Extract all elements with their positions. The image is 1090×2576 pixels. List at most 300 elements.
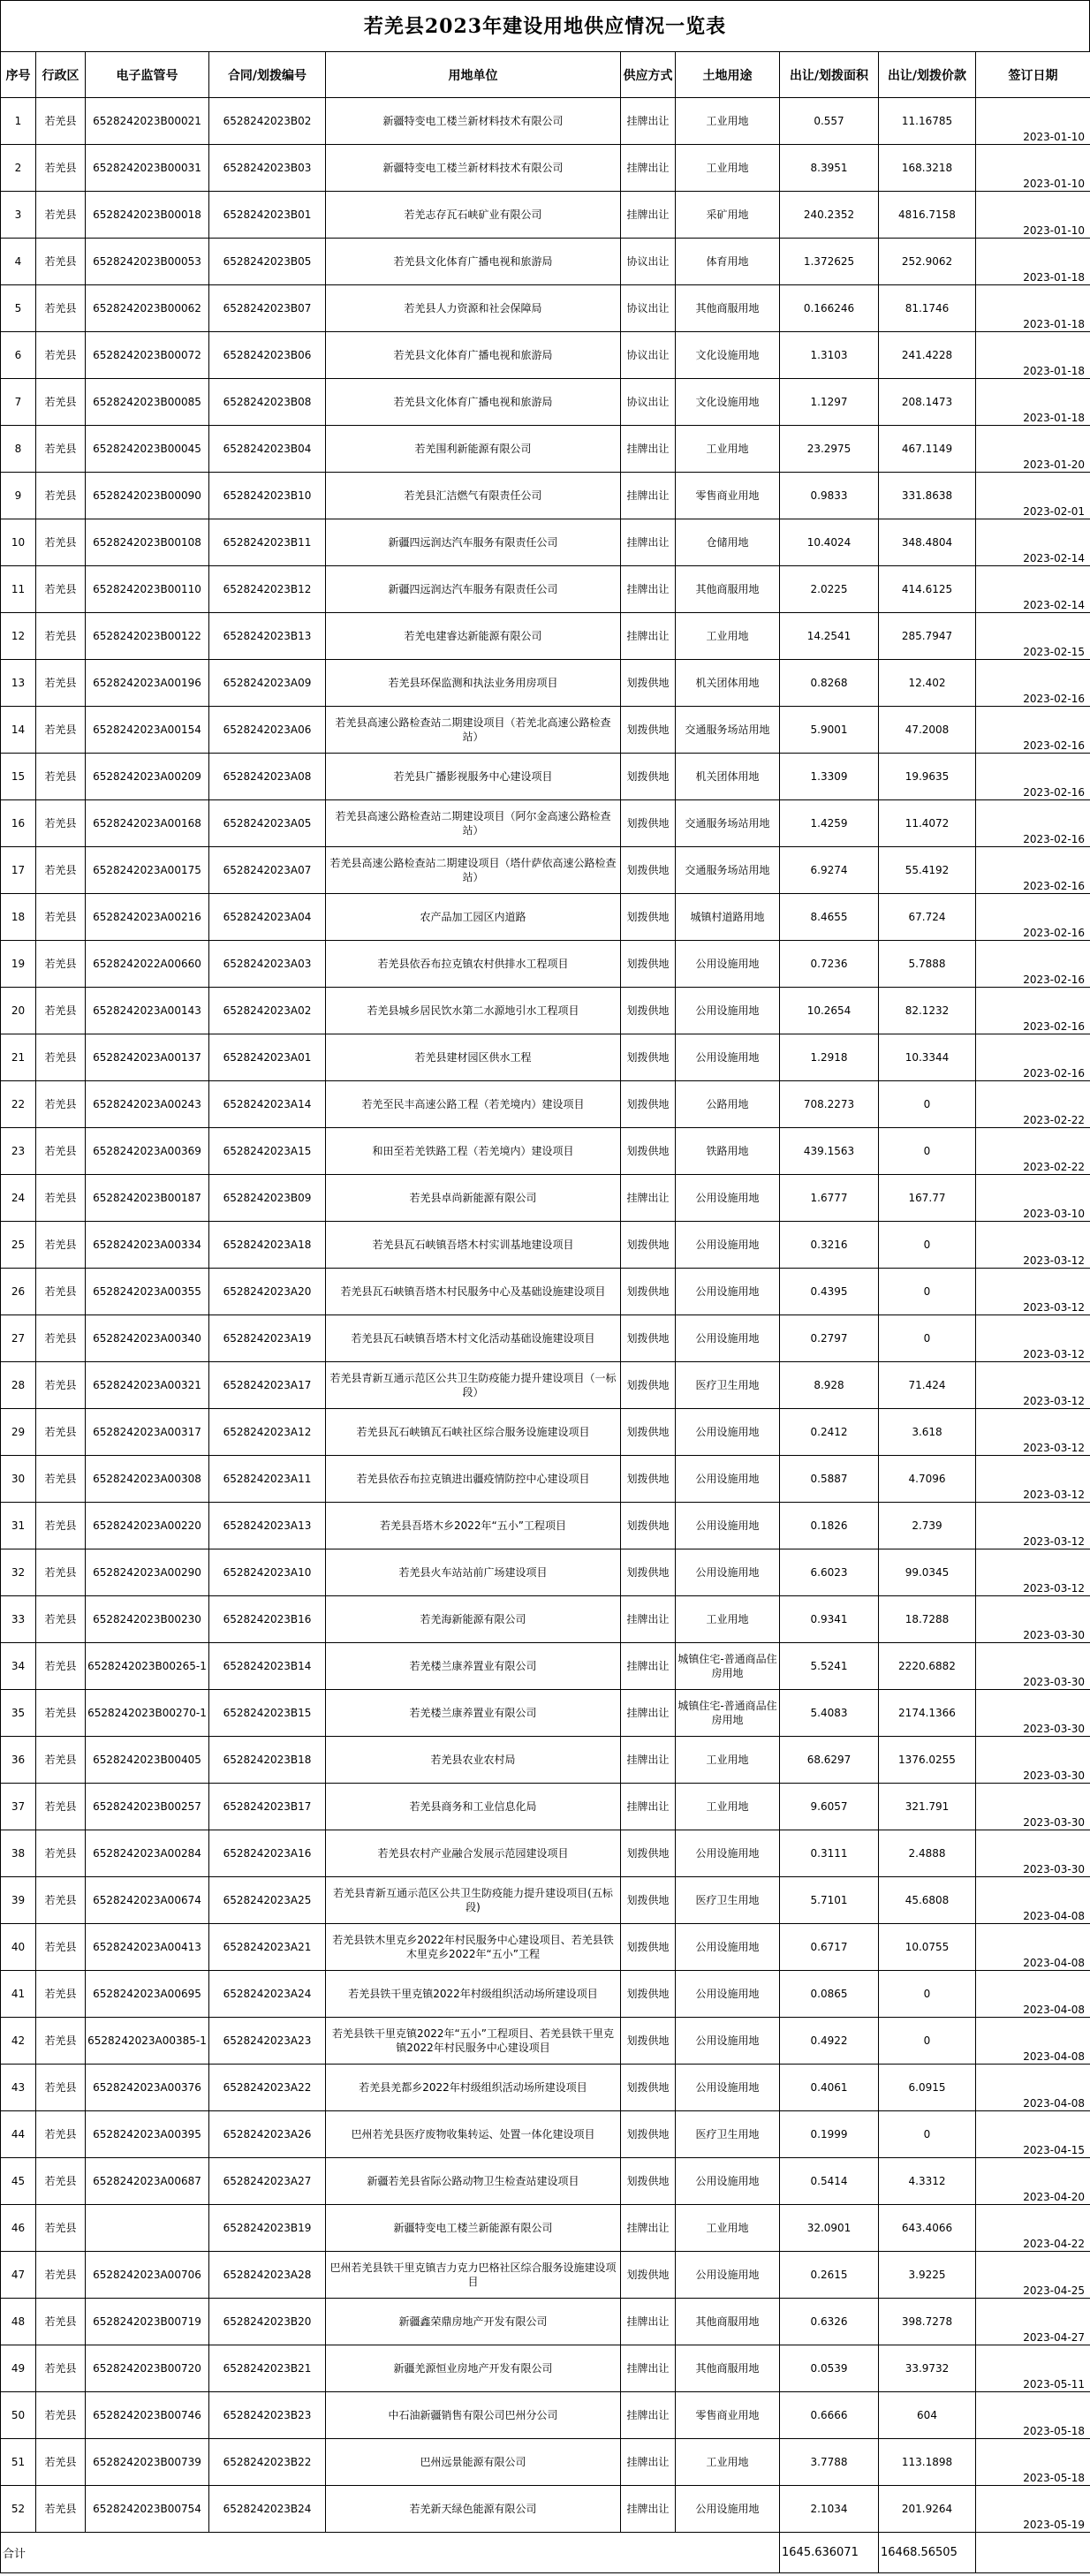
cell-supply-method: 划拨供地 xyxy=(621,2018,676,2065)
cell-price: 414.6125 xyxy=(879,566,976,613)
cell-price: 0 xyxy=(879,1128,976,1175)
cell-supervision-no: 6528242023B00072 xyxy=(86,332,209,379)
cell-sign-date: 2023-03-30 xyxy=(976,1643,1090,1690)
cell-index: 30 xyxy=(1,1456,36,1503)
table-row xyxy=(1,2111,1090,2158)
cell-land-use: 公用设施用地 xyxy=(676,1456,780,1503)
cell-land-user: 若羌县文化体育广播电视和旅游局 xyxy=(326,239,621,285)
cell-contract-no: 6528242023A13 xyxy=(209,1503,326,1549)
cell-contract-no: 6528242023A24 xyxy=(209,1971,326,2018)
cell-district: 若羌县 xyxy=(36,1596,86,1643)
cell-price: 71.424 xyxy=(879,1362,976,1409)
cell-price: 18.7288 xyxy=(879,1596,976,1643)
cell-contract-no: 6528242023A15 xyxy=(209,1128,326,1175)
cell-supply-method: 划拨供地 xyxy=(621,1269,676,1315)
cell-contract-no: 6528242023A17 xyxy=(209,1362,326,1409)
cell-district: 若羌县 xyxy=(36,1175,86,1222)
table-row xyxy=(1,1034,1090,1081)
cell-contract-no: 6528242023A18 xyxy=(209,1222,326,1269)
cell-area: 0.7236 xyxy=(780,941,879,988)
cell-district: 若羌县 xyxy=(36,754,86,800)
cell-land-user: 若羌县广播影视服务中心建设项目 xyxy=(326,754,621,800)
cell-contract-no: 6528242023B22 xyxy=(209,2439,326,2486)
cell-index: 7 xyxy=(1,379,36,426)
cell-price: 82.1232 xyxy=(879,988,976,1034)
cell-supply-method: 划拨供地 xyxy=(621,847,676,894)
cell-index: 2 xyxy=(1,145,36,192)
cell-area: 0.6666 xyxy=(780,2392,879,2439)
cell-land-use: 其他商服用地 xyxy=(676,2345,780,2392)
cell-area: 23.2975 xyxy=(780,426,879,473)
cell-sign-date: 2023-01-10 xyxy=(976,98,1090,145)
cell-area: 439.1563 xyxy=(780,1128,879,1175)
cell-sign-date: 2023-02-16 xyxy=(976,847,1090,894)
cell-index: 4 xyxy=(1,239,36,285)
cell-index: 19 xyxy=(1,941,36,988)
cell-supervision-no: 6528242023B00265-1 xyxy=(86,1643,209,1690)
cell-index: 49 xyxy=(1,2345,36,2392)
cell-supervision-no: 6528242023A00175 xyxy=(86,847,209,894)
total-row xyxy=(1,2533,1090,2573)
cell-area: 0.3111 xyxy=(780,1830,879,1877)
cell-supply-method: 划拨供地 xyxy=(621,1549,676,1596)
cell-district: 若羌县 xyxy=(36,2439,86,2486)
cell-supervision-no: 6528242023B00090 xyxy=(86,473,209,519)
cell-sign-date: 2023-04-08 xyxy=(976,1924,1090,1971)
cell-supervision-no: 6528242023A00385-1 xyxy=(86,2018,209,2065)
cell-land-use: 公用设施用地 xyxy=(676,1175,780,1222)
cell-index: 41 xyxy=(1,1971,36,2018)
cell-district: 若羌县 xyxy=(36,800,86,847)
cell-price: 113.1898 xyxy=(879,2439,976,2486)
cell-contract-no: 6528242023A09 xyxy=(209,660,326,707)
cell-supply-method: 划拨供地 xyxy=(621,1034,676,1081)
cell-price: 0 xyxy=(879,2018,976,2065)
cell-sign-date: 2023-03-30 xyxy=(976,1784,1090,1830)
cell-index: 47 xyxy=(1,2252,36,2299)
cell-contract-no: 6528242023B08 xyxy=(209,379,326,426)
cell-district: 若羌县 xyxy=(36,2205,86,2252)
cell-contract-no: 6528242023B11 xyxy=(209,519,326,566)
cell-land-use: 公用设施用地 xyxy=(676,941,780,988)
cell-index: 18 xyxy=(1,894,36,941)
cell-supervision-no: 6528242023B00720 xyxy=(86,2345,209,2392)
cell-contract-no: 6528242023A26 xyxy=(209,2111,326,2158)
cell-price: 201.9264 xyxy=(879,2486,976,2533)
cell-district: 若羌县 xyxy=(36,988,86,1034)
cell-contract-no: 6528242023A06 xyxy=(209,707,326,754)
cell-land-user: 若羌县高速公路检查站二期建设项目（塔什萨依高速公路检查站） xyxy=(326,847,621,894)
table-row xyxy=(1,847,1090,894)
cell-land-use: 城镇住宅-普通商品住房用地 xyxy=(676,1643,780,1690)
cell-area: 0.2797 xyxy=(780,1315,879,1362)
cell-supply-method: 划拨供地 xyxy=(621,941,676,988)
cell-land-use: 公用设施用地 xyxy=(676,1409,780,1456)
cell-price: 252.9062 xyxy=(879,239,976,285)
cell-supervision-no: 6528242023A00413 xyxy=(86,1924,209,1971)
cell-supervision-no: 6528242023B00230 xyxy=(86,1596,209,1643)
cell-sign-date: 2023-02-16 xyxy=(976,707,1090,754)
cell-price: 55.4192 xyxy=(879,847,976,894)
cell-district: 若羌县 xyxy=(36,566,86,613)
cell-land-use: 其他商服用地 xyxy=(676,2299,780,2345)
header-price: 出让/划拨价款 xyxy=(879,52,976,98)
cell-contract-no: 6528242023B04 xyxy=(209,426,326,473)
cell-contract-no: 6528242023B14 xyxy=(209,1643,326,1690)
cell-index: 17 xyxy=(1,847,36,894)
cell-land-user: 和田至若羌铁路工程（若羌境内）建设项目 xyxy=(326,1128,621,1175)
cell-district: 若羌县 xyxy=(36,1222,86,1269)
cell-contract-no: 6528242023A27 xyxy=(209,2158,326,2205)
header-land-use: 土地用途 xyxy=(676,52,780,98)
cell-land-use: 文化设施用地 xyxy=(676,379,780,426)
cell-district: 若羌县 xyxy=(36,2345,86,2392)
cell-supply-method: 挂牌出让 xyxy=(621,2439,676,2486)
cell-area: 9.6057 xyxy=(780,1784,879,1830)
cell-price: 0 xyxy=(879,1971,976,2018)
cell-land-use: 工业用地 xyxy=(676,1596,780,1643)
cell-supply-method: 挂牌出让 xyxy=(621,566,676,613)
cell-contract-no: 6528242023A11 xyxy=(209,1456,326,1503)
cell-supply-method: 协议出让 xyxy=(621,379,676,426)
cell-district: 若羌县 xyxy=(36,2392,86,2439)
cell-index: 51 xyxy=(1,2439,36,2486)
cell-area: 0.9341 xyxy=(780,1596,879,1643)
cell-sign-date: 2023-02-16 xyxy=(976,1034,1090,1081)
cell-land-user: 新疆特变电工楼兰新材料技术有限公司 xyxy=(326,98,621,145)
cell-supply-method: 挂牌出让 xyxy=(621,2299,676,2345)
cell-sign-date: 2023-02-16 xyxy=(976,941,1090,988)
table-row xyxy=(1,754,1090,800)
cell-index: 35 xyxy=(1,1690,36,1737)
cell-land-user: 若羌县瓦石峡镇吾塔木村民服务中心及基础设施建设项目 xyxy=(326,1269,621,1315)
cell-land-use: 公用设施用地 xyxy=(676,1222,780,1269)
cell-district: 若羌县 xyxy=(36,1269,86,1315)
cell-land-use: 公用设施用地 xyxy=(676,1503,780,1549)
cell-district: 若羌县 xyxy=(36,1362,86,1409)
cell-index: 50 xyxy=(1,2392,36,2439)
cell-index: 21 xyxy=(1,1034,36,1081)
cell-supply-method: 划拨供地 xyxy=(621,1081,676,1128)
cell-area: 6.9274 xyxy=(780,847,879,894)
cell-price: 208.1473 xyxy=(879,379,976,426)
cell-land-user: 中石油新疆销售有限公司巴州分公司 xyxy=(326,2392,621,2439)
cell-sign-date: 2023-04-20 xyxy=(976,2158,1090,2205)
cell-district: 若羌县 xyxy=(36,1877,86,1924)
cell-contract-no: 6528242023B06 xyxy=(209,332,326,379)
cell-supervision-no: 6528242023B00754 xyxy=(86,2486,209,2533)
cell-index: 37 xyxy=(1,1784,36,1830)
cell-supervision-no: 6528242023A00196 xyxy=(86,660,209,707)
cell-land-use: 医疗卫生用地 xyxy=(676,1362,780,1409)
cell-district: 若羌县 xyxy=(36,2111,86,2158)
cell-supply-method: 划拨供地 xyxy=(621,894,676,941)
cell-district: 若羌县 xyxy=(36,1971,86,2018)
table-row xyxy=(1,145,1090,192)
cell-district: 若羌县 xyxy=(36,2018,86,2065)
cell-supply-method: 划拨供地 xyxy=(621,1877,676,1924)
cell-supply-method: 挂牌出让 xyxy=(621,1643,676,1690)
cell-contract-no: 6528242023B07 xyxy=(209,285,326,332)
cell-land-use: 医疗卫生用地 xyxy=(676,1877,780,1924)
cell-price: 45.6808 xyxy=(879,1877,976,1924)
cell-supervision-no: 6528242023B00719 xyxy=(86,2299,209,2345)
cell-land-user: 若羌电建睿达新能源有限公司 xyxy=(326,613,621,660)
land-supply-table xyxy=(0,51,1090,2573)
cell-supervision-no: 6528242023B00257 xyxy=(86,1784,209,1830)
cell-contract-no: 6528242023B01 xyxy=(209,192,326,239)
cell-land-use: 工业用地 xyxy=(676,1784,780,1830)
table-row xyxy=(1,660,1090,707)
cell-price: 2.4888 xyxy=(879,1830,976,1877)
cell-land-user: 若羌县瓦石峡镇吾塔木村文化活动基础设施建设项目 xyxy=(326,1315,621,1362)
cell-sign-date: 2023-03-12 xyxy=(976,1362,1090,1409)
cell-area: 0.1826 xyxy=(780,1503,879,1549)
cell-supervision-no: 6528242023A00674 xyxy=(86,1877,209,1924)
cell-contract-no: 6528242023B10 xyxy=(209,473,326,519)
cell-index: 43 xyxy=(1,2065,36,2111)
cell-land-user: 若羌海新能源有限公司 xyxy=(326,1596,621,1643)
table-row xyxy=(1,1315,1090,1362)
table-row xyxy=(1,1081,1090,1128)
header-sign-date: 签订日期 xyxy=(976,52,1090,98)
header-land-user: 用地单位 xyxy=(326,52,621,98)
cell-price: 0 xyxy=(879,1269,976,1315)
cell-area: 8.3951 xyxy=(780,145,879,192)
cell-supply-method: 挂牌出让 xyxy=(621,98,676,145)
cell-index: 12 xyxy=(1,613,36,660)
cell-sign-date: 2023-02-16 xyxy=(976,800,1090,847)
cell-supervision-no: 6528242023B00031 xyxy=(86,145,209,192)
cell-sign-date: 2023-01-20 xyxy=(976,426,1090,473)
cell-sign-date: 2023-03-12 xyxy=(976,1269,1090,1315)
cell-supply-method: 划拨供地 xyxy=(621,1971,676,2018)
cell-supply-method: 协议出让 xyxy=(621,285,676,332)
cell-land-user: 若羌至民丰高速公路工程（若羌境内）建设项目 xyxy=(326,1081,621,1128)
cell-supervision-no: 6528242023A00290 xyxy=(86,1549,209,1596)
cell-supervision-no: 6528242023B00270-1 xyxy=(86,1690,209,1737)
table-row xyxy=(1,192,1090,239)
cell-supply-method: 划拨供地 xyxy=(621,2252,676,2299)
cell-price: 331.8638 xyxy=(879,473,976,519)
cell-price: 67.724 xyxy=(879,894,976,941)
cell-area: 0.4061 xyxy=(780,2065,879,2111)
cell-district: 若羌县 xyxy=(36,707,86,754)
cell-sign-date: 2023-01-10 xyxy=(976,192,1090,239)
cell-supply-method: 挂牌出让 xyxy=(621,426,676,473)
cell-supply-method: 划拨供地 xyxy=(621,2111,676,2158)
cell-supply-method: 划拨供地 xyxy=(621,1409,676,1456)
cell-sign-date: 2023-03-30 xyxy=(976,1830,1090,1877)
cell-land-user: 若羌县建材园区供水工程 xyxy=(326,1034,621,1081)
cell-price: 4.3312 xyxy=(879,2158,976,2205)
cell-land-use: 机关团体用地 xyxy=(676,754,780,800)
cell-area: 0.3216 xyxy=(780,1222,879,1269)
cell-index: 45 xyxy=(1,2158,36,2205)
cell-price: 643.4066 xyxy=(879,2205,976,2252)
cell-land-user: 农产品加工园区内道路 xyxy=(326,894,621,941)
total-label: 合计 xyxy=(1,2533,780,2573)
cell-index: 46 xyxy=(1,2205,36,2252)
table-row xyxy=(1,1503,1090,1549)
cell-land-user: 若羌县羌都乡2022年村级组织活动场所建设项目 xyxy=(326,2065,621,2111)
table-row xyxy=(1,2252,1090,2299)
cell-land-use: 公用设施用地 xyxy=(676,988,780,1034)
cell-land-user: 若羌楼兰康养置业有限公司 xyxy=(326,1690,621,1737)
cell-contract-no: 6528242023A22 xyxy=(209,2065,326,2111)
cell-district: 若羌县 xyxy=(36,1315,86,1362)
cell-area: 2.1034 xyxy=(780,2486,879,2533)
cell-area: 0.557 xyxy=(780,98,879,145)
cell-contract-no: 6528242023B20 xyxy=(209,2299,326,2345)
cell-land-use: 工业用地 xyxy=(676,426,780,473)
cell-contract-no: 6528242023A20 xyxy=(209,1269,326,1315)
cell-price: 241.4228 xyxy=(879,332,976,379)
cell-land-user: 巴州若羌县医疗废物收集转运、处置一体化建设项目 xyxy=(326,2111,621,2158)
cell-sign-date: 2023-02-16 xyxy=(976,660,1090,707)
cell-index: 5 xyxy=(1,285,36,332)
cell-area: 708.2273 xyxy=(780,1081,879,1128)
cell-supervision-no: 6528242023B00108 xyxy=(86,519,209,566)
table-row xyxy=(1,1737,1090,1784)
cell-price: 5.7888 xyxy=(879,941,976,988)
cell-index: 48 xyxy=(1,2299,36,2345)
cell-land-user: 新疆四远润达汽车服务有限责任公司 xyxy=(326,566,621,613)
cell-land-use: 公用设施用地 xyxy=(676,2065,780,2111)
cell-land-user: 若羌县火车站站前广场建设项目 xyxy=(326,1549,621,1596)
header-index: 序号 xyxy=(1,52,36,98)
cell-land-use: 文化设施用地 xyxy=(676,332,780,379)
cell-land-user: 若羌县卓尚新能源有限公司 xyxy=(326,1175,621,1222)
cell-sign-date: 2023-04-22 xyxy=(976,2205,1090,2252)
cell-area: 1.1297 xyxy=(780,379,879,426)
cell-price: 398.7278 xyxy=(879,2299,976,2345)
cell-price: 19.9635 xyxy=(879,754,976,800)
cell-contract-no: 6528242023A14 xyxy=(209,1081,326,1128)
cell-supply-method: 划拨供地 xyxy=(621,1456,676,1503)
cell-contract-no: 6528242023A05 xyxy=(209,800,326,847)
cell-land-use: 公用设施用地 xyxy=(676,1034,780,1081)
cell-land-use: 公用设施用地 xyxy=(676,2252,780,2299)
cell-price: 12.402 xyxy=(879,660,976,707)
table-row xyxy=(1,2065,1090,2111)
cell-supervision-no: 6528242023B00053 xyxy=(86,239,209,285)
cell-supervision-no: 6528242023B00739 xyxy=(86,2439,209,2486)
cell-land-use: 工业用地 xyxy=(676,1737,780,1784)
cell-land-user: 若羌县商务和工业信息化局 xyxy=(326,1784,621,1830)
cell-sign-date: 2023-03-12 xyxy=(976,1549,1090,1596)
cell-supervision-no: 6528242023A00216 xyxy=(86,894,209,941)
cell-land-user: 若羌县铁干里克镇2022年“五小”工程项目、若羌县铁干里克镇2022年村民服务中心建设项目 xyxy=(326,2018,621,2065)
cell-district: 若羌县 xyxy=(36,2252,86,2299)
cell-land-use: 城镇住宅-普通商品住房用地 xyxy=(676,1690,780,1737)
table-row xyxy=(1,800,1090,847)
cell-contract-no: 6528242023A10 xyxy=(209,1549,326,1596)
cell-sign-date: 2023-03-12 xyxy=(976,1456,1090,1503)
cell-area: 1.4259 xyxy=(780,800,879,847)
cell-land-user: 若羌县城乡居民饮水第二水源地引水工程项目 xyxy=(326,988,621,1034)
cell-supply-method: 挂牌出让 xyxy=(621,2205,676,2252)
cell-contract-no: 6528242023B24 xyxy=(209,2486,326,2533)
cell-sign-date: 2023-03-10 xyxy=(976,1175,1090,1222)
cell-supervision-no: 6528242023A00321 xyxy=(86,1362,209,1409)
cell-contract-no: 6528242023B17 xyxy=(209,1784,326,1830)
cell-sign-date: 2023-03-30 xyxy=(976,1690,1090,1737)
cell-land-user: 若羌楼兰康养置业有限公司 xyxy=(326,1643,621,1690)
cell-district: 若羌县 xyxy=(36,1830,86,1877)
cell-index: 20 xyxy=(1,988,36,1034)
cell-supply-method: 划拨供地 xyxy=(621,988,676,1034)
cell-land-use: 公用设施用地 xyxy=(676,2158,780,2205)
cell-price: 2220.6882 xyxy=(879,1643,976,1690)
table-row xyxy=(1,426,1090,473)
cell-sign-date: 2023-02-22 xyxy=(976,1081,1090,1128)
cell-supply-method: 挂牌出让 xyxy=(621,2345,676,2392)
table-row xyxy=(1,2018,1090,2065)
cell-contract-no: 6528242023A04 xyxy=(209,894,326,941)
cell-area: 1.6777 xyxy=(780,1175,879,1222)
cell-area: 8.4655 xyxy=(780,894,879,941)
cell-land-use: 机关团体用地 xyxy=(676,660,780,707)
cell-supply-method: 挂牌出让 xyxy=(621,1175,676,1222)
cell-district: 若羌县 xyxy=(36,1737,86,1784)
cell-index: 27 xyxy=(1,1315,36,1362)
table-row xyxy=(1,1877,1090,1924)
cell-contract-no: 6528242023B03 xyxy=(209,145,326,192)
cell-land-user: 若羌县高速公路检查站二期建设项目（阿尔金高速公路检查站） xyxy=(326,800,621,847)
cell-index: 25 xyxy=(1,1222,36,1269)
cell-land-user: 若羌志存瓦石峡矿业有限公司 xyxy=(326,192,621,239)
cell-index: 16 xyxy=(1,800,36,847)
table-row xyxy=(1,613,1090,660)
cell-land-user: 新疆羌源恒业房地产开发有限公司 xyxy=(326,2345,621,2392)
cell-supply-method: 协议出让 xyxy=(621,332,676,379)
cell-land-use: 交通服务场站用地 xyxy=(676,847,780,894)
cell-contract-no: 6528242023A02 xyxy=(209,988,326,1034)
cell-contract-no: 6528242023B21 xyxy=(209,2345,326,2392)
cell-land-use: 工业用地 xyxy=(676,98,780,145)
cell-price: 348.4804 xyxy=(879,519,976,566)
cell-sign-date: 2023-01-18 xyxy=(976,332,1090,379)
cell-supervision-no: 6528242023B00062 xyxy=(86,285,209,332)
cell-index: 31 xyxy=(1,1503,36,1549)
cell-district: 若羌县 xyxy=(36,2065,86,2111)
cell-district: 若羌县 xyxy=(36,1503,86,1549)
cell-district: 若羌县 xyxy=(36,1034,86,1081)
cell-contract-no: 6528242023A16 xyxy=(209,1830,326,1877)
cell-contract-no: 6528242023B15 xyxy=(209,1690,326,1737)
cell-land-use: 医疗卫生用地 xyxy=(676,2111,780,2158)
cell-supply-method: 划拨供地 xyxy=(621,1830,676,1877)
table-row xyxy=(1,1362,1090,1409)
cell-price: 168.3218 xyxy=(879,145,976,192)
table-row xyxy=(1,2486,1090,2533)
cell-price: 0 xyxy=(879,1081,976,1128)
cell-contract-no: 6528242023A03 xyxy=(209,941,326,988)
cell-land-use: 工业用地 xyxy=(676,145,780,192)
cell-area: 10.4024 xyxy=(780,519,879,566)
cell-area: 32.0901 xyxy=(780,2205,879,2252)
cell-index: 38 xyxy=(1,1830,36,1877)
cell-land-user: 若羌县吾塔木乡2022年“五小”工程项目 xyxy=(326,1503,621,1549)
cell-supervision-no: 6528242023A00308 xyxy=(86,1456,209,1503)
table-row xyxy=(1,1690,1090,1737)
cell-land-user: 新疆鑫荣鼎房地产开发有限公司 xyxy=(326,2299,621,2345)
cell-sign-date: 2023-02-14 xyxy=(976,519,1090,566)
cell-index: 52 xyxy=(1,2486,36,2533)
cell-area: 6.6023 xyxy=(780,1549,879,1596)
cell-contract-no: 6528242023A28 xyxy=(209,2252,326,2299)
